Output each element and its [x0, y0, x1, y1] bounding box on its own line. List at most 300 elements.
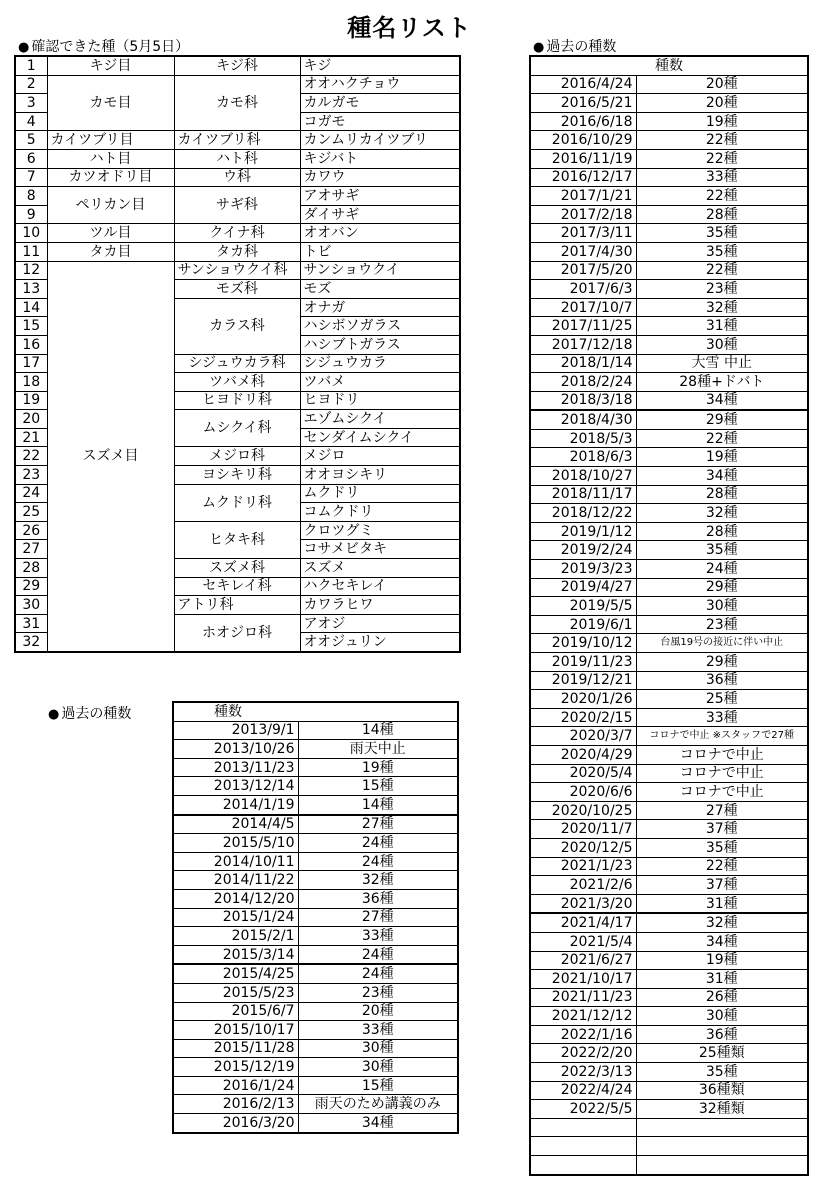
past-count-row — [173, 964, 458, 983]
species-count: 31種 — [636, 317, 808, 336]
survey-date: 2018/3/18 — [530, 391, 636, 410]
species-count: 28種 — [636, 522, 808, 541]
species-row — [15, 131, 460, 150]
species-count: 23種 — [298, 983, 458, 1002]
order-cell: ハト目 — [47, 149, 174, 168]
survey-date: 2013/12/14 — [173, 777, 298, 796]
past-count-row — [530, 671, 808, 690]
survey-date: 2017/12/18 — [530, 335, 636, 354]
past-count-row — [530, 149, 808, 168]
species-name: オナガ — [300, 298, 460, 317]
species-number: 19 — [15, 391, 47, 410]
past-count-row — [530, 429, 808, 448]
survey-date: 2020/5/4 — [530, 764, 636, 783]
survey-date: 2022/2/20 — [530, 1044, 636, 1063]
survey-date: 2014/1/19 — [173, 795, 298, 814]
species-row — [15, 187, 460, 206]
order-cell: ペリカン目 — [47, 187, 174, 224]
family-cell: ヒヨドリ科 — [174, 391, 300, 410]
species-count: 24種 — [298, 852, 458, 871]
species-count: 35種 — [636, 541, 808, 560]
species-count: 24種 — [636, 560, 808, 579]
species-count: コロナで中止 — [636, 745, 808, 764]
survey-date: 2014/10/11 — [173, 852, 298, 871]
confirmed-caption-text: 確認できた種（5月5日） — [31, 39, 190, 55]
species-name: アオサギ — [300, 187, 460, 206]
past-count-row — [530, 913, 808, 932]
past-count-row — [173, 852, 458, 871]
family-cell: サギ科 — [174, 187, 300, 224]
past-count-row — [173, 1114, 458, 1133]
species-number: 13 — [15, 280, 47, 299]
past-count-row — [530, 1100, 808, 1119]
past-count-row — [530, 857, 808, 876]
past-count-row — [173, 1021, 458, 1040]
past-count-row — [530, 690, 808, 709]
survey-date: 2020/10/25 — [530, 801, 636, 820]
survey-date — [530, 1137, 636, 1156]
species-count: 20種 — [636, 75, 808, 94]
family-cell: カモ科 — [174, 75, 300, 131]
past-count-row — [530, 653, 808, 672]
species-number: 23 — [15, 466, 47, 485]
family-cell: クイナ科 — [174, 224, 300, 243]
species-count: 34種 — [636, 467, 808, 486]
species-name: コサメビタキ — [300, 540, 460, 559]
past-left-caption — [48, 703, 131, 723]
species-number: 12 — [15, 261, 47, 280]
survey-date: 2018/6/3 — [530, 448, 636, 467]
past-count-row — [530, 1081, 808, 1100]
species-number: 8 — [15, 187, 47, 206]
survey-date: 2020/1/26 — [530, 690, 636, 709]
species-count: 34種 — [636, 391, 808, 410]
species-name: キジバト — [300, 149, 460, 168]
species-count: 22種 — [636, 187, 808, 206]
survey-date: 2017/4/30 — [530, 242, 636, 261]
species-count: 33種 — [636, 168, 808, 187]
past-count-row — [530, 391, 808, 410]
species-count: 37種 — [636, 820, 808, 839]
past-count-row — [530, 1156, 808, 1175]
species-count: 雨天のため講義のみ — [298, 1095, 458, 1114]
survey-date: 2021/10/17 — [530, 970, 636, 989]
family-cell: カラス科 — [174, 298, 300, 354]
family-cell: タカ科 — [174, 242, 300, 261]
survey-date: 2022/1/16 — [530, 1025, 636, 1044]
past-count-row — [173, 740, 458, 759]
past-count-row — [173, 983, 458, 1002]
species-name: サンショウクイ — [300, 261, 460, 280]
past-left-header: 種数 — [173, 702, 458, 721]
survey-date: 2015/2/1 — [173, 927, 298, 946]
species-count: 29種 — [636, 410, 808, 429]
family-cell: ハト科 — [174, 149, 300, 168]
past-count-row — [530, 541, 808, 560]
survey-date: 2017/1/21 — [530, 187, 636, 206]
species-count: 20種 — [636, 94, 808, 113]
past-count-row — [530, 205, 808, 224]
survey-date: 2019/6/1 — [530, 615, 636, 634]
species-count: 28種+ドバト — [636, 373, 808, 392]
species-count: 27種 — [636, 801, 808, 820]
survey-date: 2022/3/13 — [530, 1063, 636, 1082]
past-count-row — [173, 721, 458, 740]
survey-date: 2015/5/23 — [173, 983, 298, 1002]
species-number: 5 — [15, 131, 47, 150]
survey-date: 2018/1/14 — [530, 354, 636, 373]
survey-date: 2018/10/27 — [530, 467, 636, 486]
species-number: 11 — [15, 242, 47, 261]
survey-date: 2020/2/15 — [530, 708, 636, 727]
survey-date: 2016/6/18 — [530, 112, 636, 131]
species-count: 22種 — [636, 131, 808, 150]
family-cell: ヒタキ科 — [174, 521, 300, 558]
survey-date: 2019/2/24 — [530, 541, 636, 560]
species-count: 36種 — [298, 889, 458, 908]
species-name: エゾムシクイ — [300, 410, 460, 429]
species-count: コロナで中止 — [636, 783, 808, 802]
species-name: カンムリカイツブリ — [300, 131, 460, 150]
species-name: オオハクチョウ — [300, 75, 460, 94]
survey-date: 2015/6/7 — [173, 1002, 298, 1021]
species-count — [636, 1156, 808, 1175]
past-count-row — [530, 970, 808, 989]
species-count: 22種 — [636, 149, 808, 168]
species-number: 28 — [15, 559, 47, 578]
past-count-row — [530, 764, 808, 783]
survey-date: 2017/3/11 — [530, 224, 636, 243]
survey-date: 2014/12/20 — [173, 889, 298, 908]
past-count-row — [530, 1137, 808, 1156]
survey-date: 2021/5/4 — [530, 932, 636, 951]
past-count-row — [173, 1039, 458, 1058]
species-count: 25種類 — [636, 1044, 808, 1063]
past-left-caption-text: 過去の種数 — [61, 706, 132, 722]
species-name: コガモ — [300, 112, 460, 131]
species-name: モズ — [300, 280, 460, 299]
past-count-row — [530, 261, 808, 280]
past-count-row — [530, 1044, 808, 1063]
species-row — [15, 224, 460, 243]
species-number: 10 — [15, 224, 47, 243]
past-count-row — [530, 504, 808, 523]
species-count: 23種 — [636, 280, 808, 299]
survey-date: 2019/5/5 — [530, 597, 636, 616]
species-count: コロナで中止 — [636, 764, 808, 783]
species-name: メジロ — [300, 447, 460, 466]
survey-date: 2019/12/21 — [530, 671, 636, 690]
survey-date: 2016/11/19 — [530, 149, 636, 168]
survey-date: 2016/12/17 — [530, 168, 636, 187]
species-count: 27種 — [298, 908, 458, 927]
species-name: オオバン — [300, 224, 460, 243]
family-cell: セキレイ科 — [174, 577, 300, 596]
survey-date — [530, 1118, 636, 1137]
survey-date: 2022/4/24 — [530, 1081, 636, 1100]
species-count: 33種 — [636, 708, 808, 727]
species-count: 14種 — [298, 795, 458, 814]
species-count: 22種 — [636, 857, 808, 876]
past-counts-table-right — [529, 55, 809, 1176]
species-number: 16 — [15, 335, 47, 354]
survey-date: 2017/2/18 — [530, 205, 636, 224]
species-count: 28種 — [636, 205, 808, 224]
past-count-row — [530, 1007, 808, 1026]
survey-date: 2016/10/29 — [530, 131, 636, 150]
survey-date: 2019/1/12 — [530, 522, 636, 541]
survey-date: 2018/5/3 — [530, 429, 636, 448]
past-count-row — [530, 131, 808, 150]
past-count-row — [173, 1076, 458, 1095]
species-count: 22種 — [636, 429, 808, 448]
order-cell: スズメ目 — [47, 261, 174, 652]
past-count-row — [173, 1058, 458, 1077]
survey-date: 2015/3/14 — [173, 945, 298, 964]
past-count-row — [173, 871, 458, 890]
past-count-row — [173, 908, 458, 927]
species-count: 29種 — [636, 653, 808, 672]
species-count: 19種 — [636, 448, 808, 467]
species-count: 30種 — [298, 1058, 458, 1077]
species-count: 35種 — [636, 242, 808, 261]
survey-date: 2018/2/24 — [530, 373, 636, 392]
species-count: 36種類 — [636, 1081, 808, 1100]
species-number: 24 — [15, 484, 47, 503]
species-name: コムクドリ — [300, 503, 460, 522]
past-count-row — [173, 777, 458, 796]
species-count: 大雪 中止 — [636, 354, 808, 373]
past-count-row — [530, 410, 808, 429]
survey-date: 2021/12/12 — [530, 1007, 636, 1026]
species-name: ツバメ — [300, 373, 460, 392]
past-count-row — [530, 298, 808, 317]
survey-date: 2017/10/7 — [530, 298, 636, 317]
species-row — [15, 261, 460, 280]
species-name: スズメ — [300, 559, 460, 578]
survey-date: 2017/5/20 — [530, 261, 636, 280]
species-name: クロツグミ — [300, 521, 460, 540]
survey-date: 2016/4/24 — [530, 75, 636, 94]
species-count: 19種 — [298, 758, 458, 777]
species-count: 19種 — [636, 112, 808, 131]
past-counts-table-left — [172, 701, 459, 1134]
species-row — [15, 242, 460, 261]
survey-date: 2014/4/5 — [173, 815, 298, 834]
past-count-row — [530, 224, 808, 243]
survey-date: 2021/4/17 — [530, 913, 636, 932]
past-count-row — [530, 280, 808, 299]
bullet-icon: ● — [533, 40, 545, 55]
past-count-row — [530, 876, 808, 895]
family-cell: ヨシキリ科 — [174, 466, 300, 485]
past-count-row — [530, 317, 808, 336]
species-count: 雨天中止 — [298, 740, 458, 759]
survey-date: 2015/1/24 — [173, 908, 298, 927]
past-count-row — [530, 168, 808, 187]
past-count-row — [530, 615, 808, 634]
species-number: 9 — [15, 205, 47, 224]
species-name: キジ — [300, 56, 460, 75]
species-number: 22 — [15, 447, 47, 466]
species-name: ハシブトガラス — [300, 335, 460, 354]
past-count-row — [530, 373, 808, 392]
species-count: 32種 — [636, 298, 808, 317]
species-count: 25種 — [636, 690, 808, 709]
species-count: 32種 — [636, 913, 808, 932]
past-count-row — [530, 560, 808, 579]
survey-date: 2017/6/3 — [530, 280, 636, 299]
survey-date: 2016/1/24 — [173, 1076, 298, 1095]
species-number: 17 — [15, 354, 47, 373]
past-right-caption-text: 過去の種数 — [546, 39, 617, 55]
survey-date: 2020/12/5 — [530, 838, 636, 857]
past-count-row — [530, 894, 808, 913]
species-number: 2 — [15, 75, 47, 94]
family-cell: ムシクイ科 — [174, 410, 300, 447]
past-count-row — [530, 354, 808, 373]
species-number: 29 — [15, 577, 47, 596]
past-count-row — [530, 634, 808, 653]
past-count-row — [173, 758, 458, 777]
species-name: センダイムシクイ — [300, 428, 460, 447]
survey-date: 2014/11/22 — [173, 871, 298, 890]
species-count: 27種 — [298, 815, 458, 834]
survey-date: 2016/3/20 — [173, 1114, 298, 1133]
survey-date: 2018/11/17 — [530, 485, 636, 504]
species-count: 30種 — [636, 597, 808, 616]
family-cell: メジロ科 — [174, 447, 300, 466]
past-count-row — [530, 745, 808, 764]
survey-date: 2015/12/19 — [173, 1058, 298, 1077]
species-number: 1 — [15, 56, 47, 75]
species-count: 34種 — [298, 1114, 458, 1133]
species-count: 30種 — [636, 335, 808, 354]
family-cell: モズ科 — [174, 280, 300, 299]
species-number: 26 — [15, 521, 47, 540]
species-count: 14種 — [298, 721, 458, 740]
past-count-row — [530, 578, 808, 597]
past-count-row — [530, 1118, 808, 1137]
past-right-header: 種数 — [530, 56, 808, 75]
past-count-row — [530, 1063, 808, 1082]
past-count-row — [530, 988, 808, 1007]
past-count-row — [530, 838, 808, 857]
past-count-row — [530, 242, 808, 261]
species-count: 35種 — [636, 838, 808, 857]
species-count: 15種 — [298, 1076, 458, 1095]
past-count-row — [173, 945, 458, 964]
species-number: 27 — [15, 540, 47, 559]
species-number: 21 — [15, 428, 47, 447]
past-count-row — [173, 834, 458, 853]
species-count: 31種 — [636, 970, 808, 989]
species-number: 3 — [15, 94, 47, 113]
species-count: 36種 — [636, 671, 808, 690]
species-name: シジュウカラ — [300, 354, 460, 373]
family-cell: アトリ科 — [174, 596, 300, 615]
species-count — [636, 1137, 808, 1156]
species-number: 20 — [15, 410, 47, 429]
species-name: ハシボソガラス — [300, 317, 460, 336]
species-count: 23種 — [636, 615, 808, 634]
past-count-row — [530, 783, 808, 802]
species-name: トビ — [300, 242, 460, 261]
survey-date: 2021/11/23 — [530, 988, 636, 1007]
species-count: 32種類 — [636, 1100, 808, 1119]
past-count-row — [173, 795, 458, 814]
species-name: カワウ — [300, 168, 460, 187]
past-count-row — [530, 951, 808, 970]
species-count: 24種 — [298, 945, 458, 964]
confirmed-species-table — [14, 55, 461, 653]
past-count-row — [530, 112, 808, 131]
survey-date: 2019/11/23 — [530, 653, 636, 672]
order-cell: カツオドリ目 — [47, 168, 174, 187]
past-count-row — [173, 815, 458, 834]
past-count-row — [530, 467, 808, 486]
species-count: 30種 — [298, 1039, 458, 1058]
species-name: オオヨシキリ — [300, 466, 460, 485]
past-count-row — [173, 927, 458, 946]
species-count: 20種 — [298, 1002, 458, 1021]
species-number: 4 — [15, 112, 47, 131]
survey-date: 2020/3/7 — [530, 727, 636, 746]
family-cell: キジ科 — [174, 56, 300, 75]
past-count-row — [530, 597, 808, 616]
past-count-row — [173, 889, 458, 908]
family-cell: ムクドリ科 — [174, 484, 300, 521]
species-count: 34種 — [636, 932, 808, 951]
family-cell: ツバメ科 — [174, 373, 300, 392]
species-name: カワラヒワ — [300, 596, 460, 615]
past-count-row — [173, 1095, 458, 1114]
past-count-row — [530, 187, 808, 206]
species-count: 26種 — [636, 988, 808, 1007]
survey-date — [530, 1156, 636, 1175]
survey-date: 2013/11/23 — [173, 758, 298, 777]
species-number: 15 — [15, 317, 47, 336]
bullet-icon: ● — [48, 707, 60, 722]
species-count: 33種 — [298, 1021, 458, 1040]
order-cell: カモ目 — [47, 75, 174, 131]
species-count: 32種 — [298, 871, 458, 890]
species-count: 24種 — [298, 964, 458, 983]
survey-date: 2021/2/6 — [530, 876, 636, 895]
survey-date: 2021/3/20 — [530, 894, 636, 913]
species-count: 36種 — [636, 1025, 808, 1044]
survey-date: 2020/4/29 — [530, 745, 636, 764]
past-count-row — [530, 727, 808, 746]
species-count: 台風19号の接近に伴い中止 — [636, 634, 808, 653]
survey-date: 2018/12/22 — [530, 504, 636, 523]
species-count: 19種 — [636, 951, 808, 970]
bullet-icon: ● — [18, 40, 30, 55]
family-cell: スズメ科 — [174, 559, 300, 578]
survey-date: 2015/11/28 — [173, 1039, 298, 1058]
species-name: ヒヨドリ — [300, 391, 460, 410]
species-number: 14 — [15, 298, 47, 317]
survey-date: 2022/5/5 — [530, 1100, 636, 1119]
species-name: ムクドリ — [300, 484, 460, 503]
survey-date: 2021/6/27 — [530, 951, 636, 970]
species-name: オオジュリン — [300, 633, 460, 652]
species-count: 24種 — [298, 834, 458, 853]
survey-date: 2019/3/23 — [530, 560, 636, 579]
past-right-caption — [533, 36, 616, 56]
species-count: 37種 — [636, 876, 808, 895]
species-count: 32種 — [636, 504, 808, 523]
